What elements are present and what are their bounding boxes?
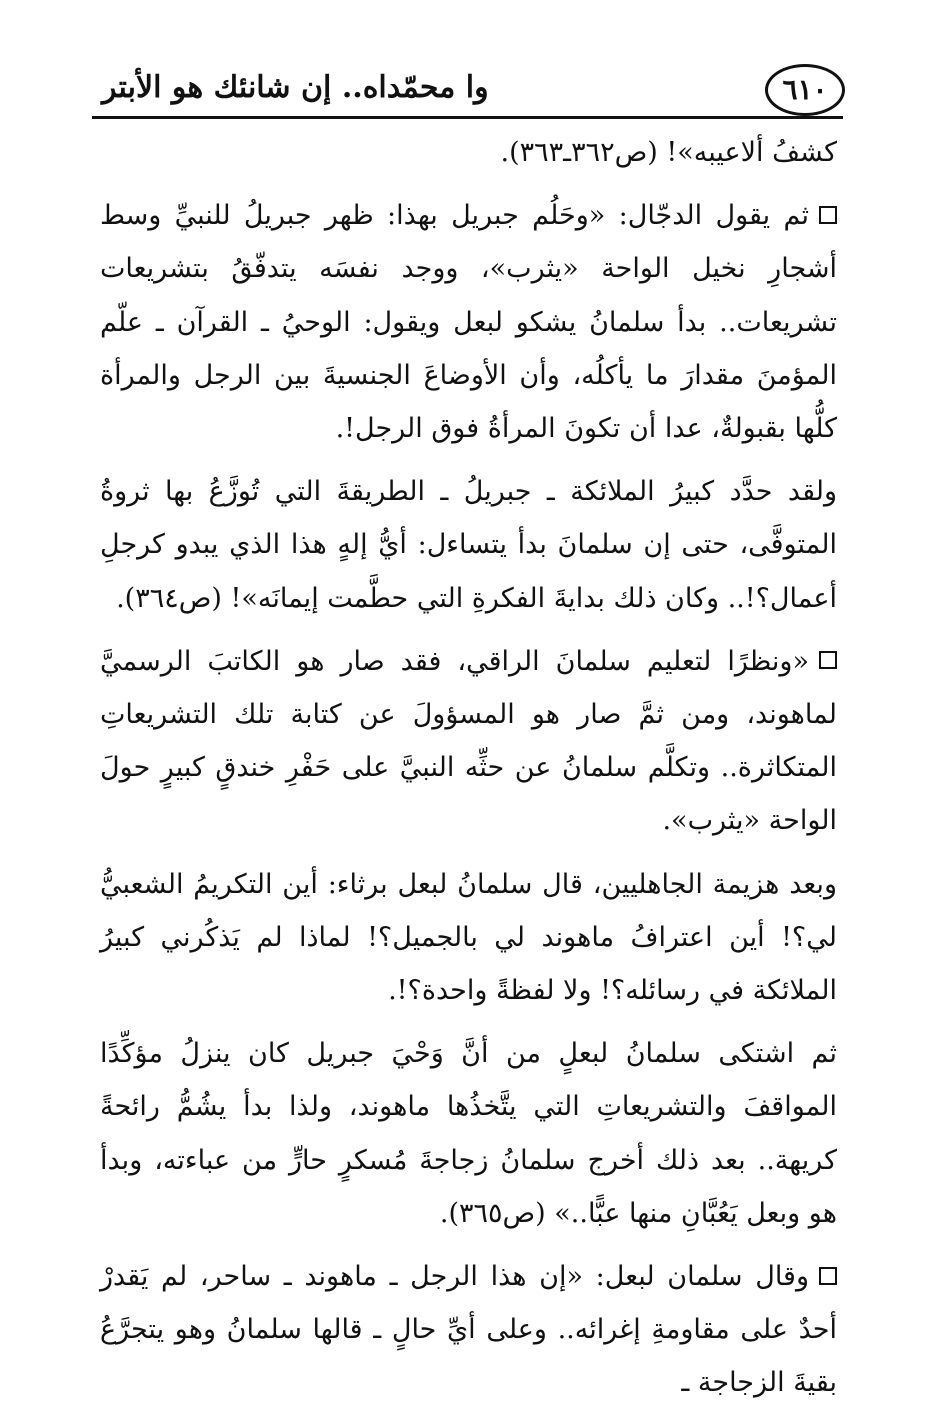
- header-rule: [92, 116, 843, 119]
- running-header: [90, 60, 845, 122]
- paragraph-text: «ونظرًا لتعليم سلمانَ الراقي، فقد صار هو الكاتبَ الرسميَّ لماهوند، ومن ثمَّ صار هو المسؤولَ عن كتابة تلك التشريعاتِ المتكاثرة.. وتكلَّم سلمانُ عن حثِّه النبيَّ على حَفْرِ خندقٍ كبيرٍ حولَ الواحة «يثرب».: [100, 645, 837, 837]
- header-title: وا محمّداه.. إن شانئك هو الأبتر: [102, 70, 489, 105]
- square-bullet-icon: [819, 1267, 837, 1285]
- paragraph-text: كشفُ ألاعيبه»! (ص٣٦٢ـ٣٦٣).: [500, 137, 837, 168]
- square-bullet-icon: [819, 651, 837, 669]
- paragraph: [100, 1027, 837, 1240]
- paragraph: [100, 126, 837, 179]
- paragraph: [100, 858, 837, 1018]
- paragraph-text: وبعد هزيمة الجاهليين، قال سلمانُ لبعل برثاء: أين التكريمُ الشعبيُّ لي؟! أين اعترافُ ماهوند لي بالجميل؟! لماذا لم يَذكُرني كبيرُ الملائكة في رسائله؟! ولا لفظةً واحدة؟!.: [100, 868, 837, 1007]
- paragraph: [100, 635, 837, 848]
- paragraph: [100, 465, 837, 625]
- page-number: ٦١٠: [765, 64, 845, 116]
- paragraph-text: ثم اشتكى سلمانُ لبعلٍ من أنَّ وَحْيَ جبريل كان ينزلُ مؤكِّدًا المواقفَ والتشريعاتِ التي يتَّخذُها ماهوند، ولذا بدأ يشُمُّ رائحةً كريهة.. بعد ذلك أخرج سلمانُ زجاجةَ مُسكرٍ حارٍّ من عباءته، وبدأ هو وبعل يَعُبَّانِ منها عبًّا..» (ص٣٦٥).: [100, 1038, 837, 1229]
- body-text: [100, 126, 837, 1420]
- paragraph: [100, 189, 837, 455]
- square-bullet-icon: [819, 206, 837, 224]
- paragraph-text: ولقد حدَّد كبيرُ الملائكة ـ جبريلُ ـ الطريقةَ التي تُوزَّعُ بها ثروةُ المتوفَّى، حتى إن سلمانَ بدأ يتساءل: أيُّ إلهٍ هذا الذي يبدو كرجلِ أعمال؟!.. وكان ذلك بدايةَ الفكرةِ التي حطَّمت إيمانَه»! (ص٣٦٤).: [100, 476, 838, 614]
- paragraph-text: ثم يقول الدجّال: «وحَلُم جبريل بهذا: ظهر جبريلُ للنبيِّ وسط أشجارِ نخيل الواحة «يثرب»، ووجد نفسَه يتدفّقُ بتشريعات تشريعات.. بدأ سلمانُ يشكو لبعل ويقول: الوحيُ ـ القرآن ـ علّم المؤمنَ مقدارَ ما يأكلُه، وأن الأوضاعَ الجنسيةَ بين الرجل والمرأة كلُّها بقبولةٌ، عدا أن تكونَ المرأةُ فوق الرجل!.: [100, 200, 837, 445]
- paragraph: [100, 1250, 837, 1410]
- paragraph-text: وقال سلمان لبعل: «إن هذا الرجل ـ ماهوند ـ ساحر، لم يَقدرْ أحدٌ على مقاومةِ إغرائه.. وعلى أيِّ حالٍ ـ قالها سلمانُ وهو يتجرَّعُ بقيةَ الزجاجة ـ: [100, 1261, 837, 1399]
